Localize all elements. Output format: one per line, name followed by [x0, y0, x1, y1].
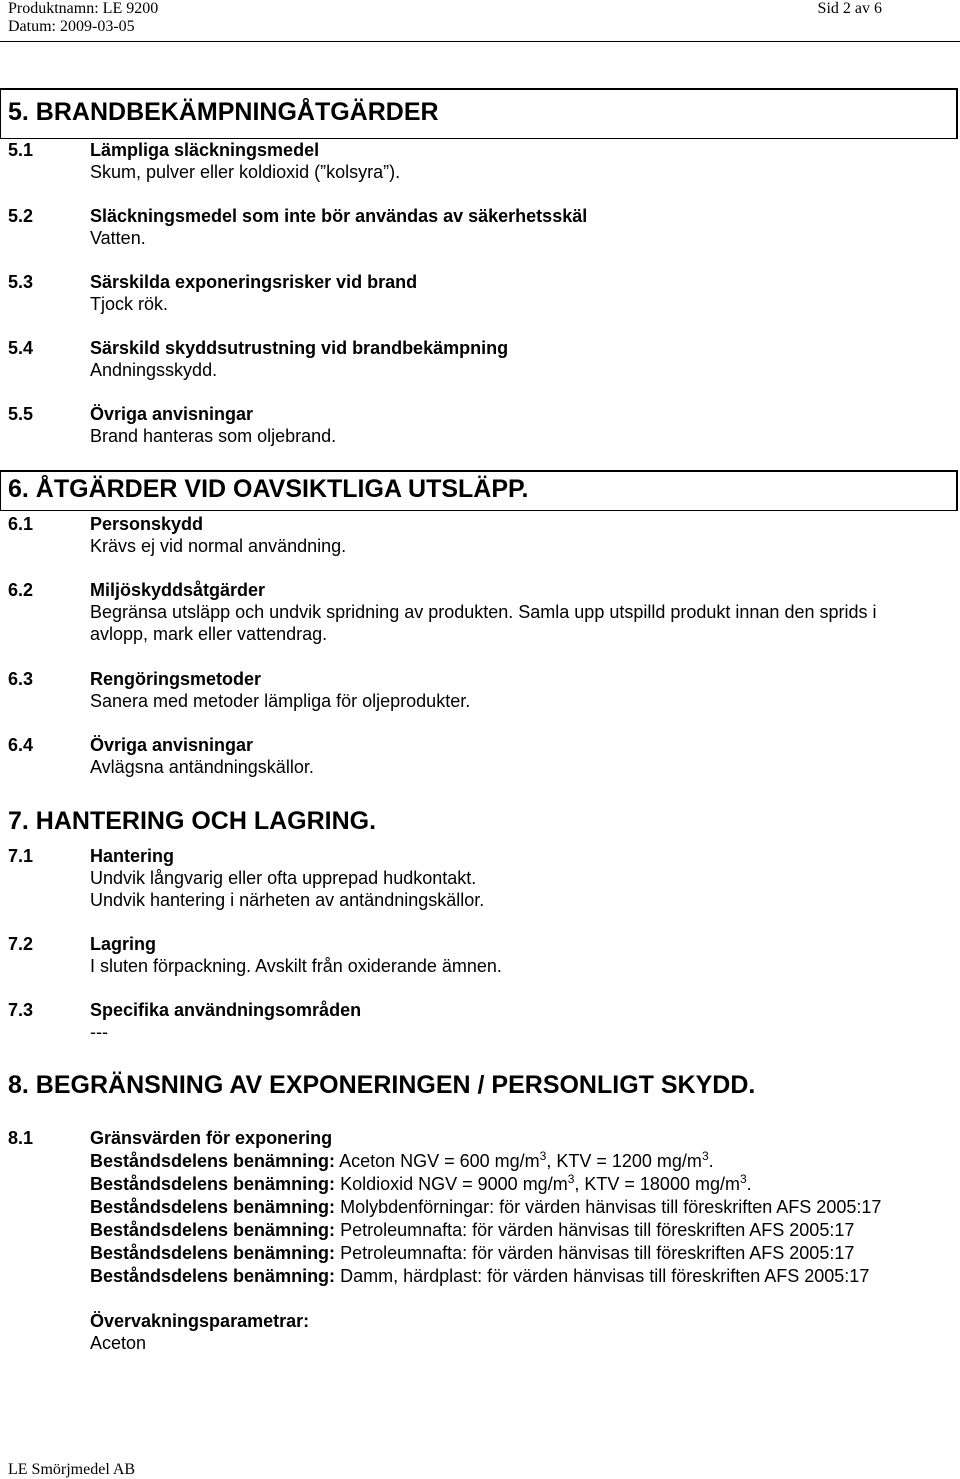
item-7-1-number: 7.1: [8, 846, 34, 866]
section-7-title: 7. HANTERING OCH LAGRING.: [8, 807, 377, 835]
item-5-4-number: 5.4: [8, 338, 34, 358]
item-5-2-number: 5.2: [8, 206, 34, 226]
limit-row-damm: [90, 1265, 869, 1288]
limit-label: Beståndsdelens benämning:: [90, 1151, 336, 1171]
item-7-2-title: Lagring: [90, 934, 156, 954]
item-7-1-title: Hantering: [90, 846, 175, 866]
limit-value: Petroleumnafta: för värden hänvisas till föreskriften AFS 2005:17: [340, 1243, 855, 1263]
limit-value: Molybdenförningar: för värden hänvisas till föreskriften AFS 2005:17: [340, 1197, 882, 1217]
limit-row-koldioxid: [90, 1173, 752, 1196]
item-5-3-title: Särskilda exponeringsrisker vid brand: [90, 272, 418, 292]
limit-row-aceton: [90, 1150, 714, 1173]
item-6-1-number: 6.1: [8, 514, 34, 534]
footer-company: LE Smörjmedel AB: [8, 1461, 136, 1478]
item-5-5-title: Övriga anvisningar: [90, 404, 254, 424]
item-5-1-number: 5.1: [8, 140, 34, 160]
item-5-5-number: 5.5: [8, 404, 34, 424]
section-5-title: 5. BRANDBEKÄMPNINGÅTGÄRDER: [8, 98, 439, 126]
header-date: Datum: 2009-03-05: [8, 18, 135, 35]
item-7-1-text: Undvik långvarig eller ofta upprepad hudkontakt.: [90, 868, 477, 888]
monitoring-text: Aceton: [90, 1333, 147, 1353]
limit-row-petroleumnafta-1: [90, 1219, 854, 1242]
item-5-2-title: Släckningsmedel som inte bör användas av säkerhetsskäl: [90, 206, 588, 226]
section-8-title: 8. BEGRÄNSNING AV EXPONERINGEN / PERSONLIGT SKYDD.: [8, 1071, 756, 1099]
limit-value: Koldioxid NGV = 9000 $mg/m^3$, KTV = 18000 $mg/m^3$.: [340, 1172, 752, 1194]
item-5-3-number: 5.3: [8, 272, 34, 292]
item-5-2-text: Vatten.: [90, 228, 146, 248]
header-page-number: Sid 2 av 6: [817, 0, 882, 17]
section-6-title: 6. ÅTGÄRDER VID OAVSIKTLIGA UTSLÄPP.: [8, 475, 529, 503]
item-6-3-text: Sanera med metoder lämpliga för oljeprodukter.: [90, 691, 471, 711]
header-divider: [0, 41, 960, 42]
limit-label: Beståndsdelens benämning:: [90, 1174, 336, 1194]
item-6-4-title: Övriga anvisningar: [90, 735, 254, 755]
item-8-1-number: 8.1: [8, 1128, 34, 1148]
item-6-2-text-line2: avlopp, mark eller vattendrag.: [90, 624, 328, 644]
limit-label: Beståndsdelens benämning:: [90, 1266, 336, 1286]
item-6-4-text: Avlägsna antändningskällor.: [90, 757, 314, 777]
item-7-2-number: 7.2: [8, 934, 34, 954]
limit-label: Beståndsdelens benämning:: [90, 1197, 336, 1217]
item-6-3-title: Rengöringsmetoder: [90, 669, 262, 689]
item-7-3-text: ---: [90, 1022, 108, 1042]
item-5-4-text: Andningsskydd.: [90, 360, 218, 380]
item-6-4-number: 6.4: [8, 735, 34, 755]
item-6-1-title: Personskydd: [90, 514, 204, 534]
item-5-5-text: Brand hanteras som oljebrand.: [90, 426, 337, 446]
header-product: Produktnamn: LE 9200: [8, 0, 159, 17]
item-6-1-text: Krävs ej vid normal användning.: [90, 536, 347, 556]
item-6-2-text: Begränsa utsläpp och undvik spridning av produkten. Samla upp utspilld produkt innan den sprids i: [90, 602, 877, 622]
limit-row-molybden: [90, 1196, 881, 1219]
item-6-2-number: 6.2: [8, 580, 34, 600]
item-5-3-text: Tjock rök.: [90, 294, 169, 314]
item-6-3-number: 6.3: [8, 669, 34, 689]
limit-value: Aceton NGV = 600 $mg/m^3$, KTV = 1200 $mg/m^3$.: [339, 1149, 714, 1171]
item-5-4-title: Särskild skyddsutrustning vid brandbekämpning: [90, 338, 509, 358]
item-7-1-text-line2: Undvik hantering i närheten av antändningskällor.: [90, 890, 485, 910]
item-5-1-text: Skum, pulver eller koldioxid (”kolsyra”).: [90, 162, 401, 182]
item-7-3-number: 7.3: [8, 1000, 34, 1020]
limit-label: Beståndsdelens benämning:: [90, 1220, 336, 1240]
item-5-1-title: Lämpliga släckningsmedel: [90, 140, 320, 160]
monitoring-title: Övervakningsparametrar:: [90, 1311, 310, 1331]
item-7-3-title: Specifika användningsområden: [90, 1000, 362, 1020]
item-7-2-text: I sluten förpackning. Avskilt från oxiderande ämnen.: [90, 956, 502, 976]
limit-value: Damm, härdplast: för värden hänvisas till föreskriften AFS 2005:17: [340, 1266, 870, 1286]
limit-value: Petroleumnafta: för värden hänvisas till föreskriften AFS 2005:17: [340, 1220, 855, 1240]
limit-row-petroleumnafta-2: [90, 1242, 854, 1265]
item-8-1-title: Gränsvärden för exponering: [90, 1128, 333, 1148]
limit-label: Beståndsdelens benämning:: [90, 1243, 336, 1263]
item-6-2-title: Miljöskyddsåtgärder: [90, 580, 266, 600]
